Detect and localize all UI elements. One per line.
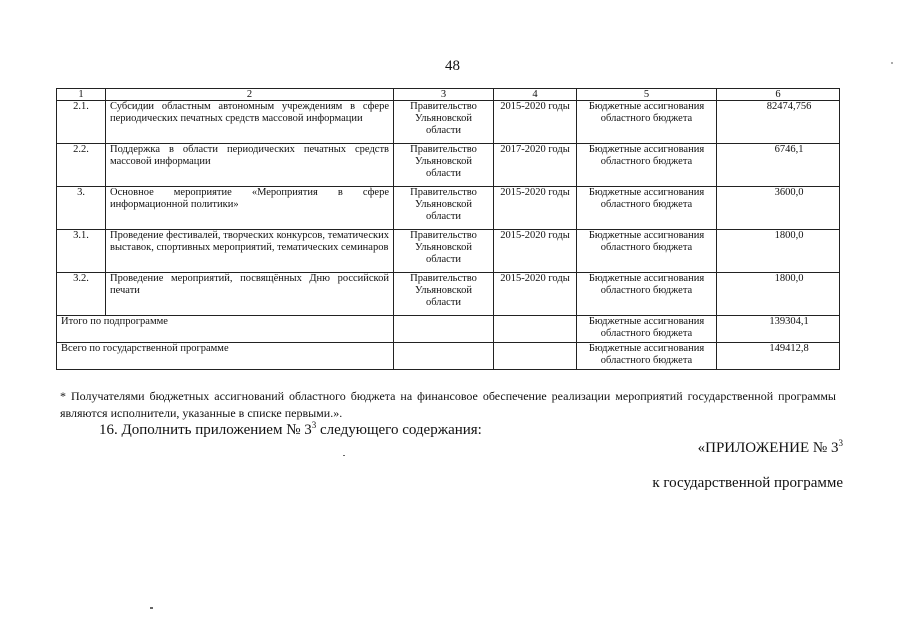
appendix-superscript: 3	[838, 438, 843, 448]
amount: 6746,1	[717, 144, 840, 187]
total-amount: 149412,8	[717, 343, 840, 370]
amount: 82474,756	[717, 101, 840, 144]
activity-name: Субсидии областным автономным учреждениям в сфере периодических печатных средств массовой информации	[106, 101, 394, 144]
table-row	[57, 187, 840, 230]
years: 2015-2020 годы	[494, 101, 577, 144]
column-header: 4	[494, 89, 577, 101]
amount: 1800,0	[717, 273, 840, 316]
activity-name: Проведение фестивалей, творческих конкурсов, тематических выставок, спортивных мероприятий, тематических семинаров	[106, 230, 394, 273]
row-number: 3.	[57, 187, 106, 230]
column-header: 5	[577, 89, 717, 101]
empty-cell	[394, 316, 494, 343]
item-16	[99, 422, 482, 439]
funding-source: Бюджетные ассигнования областного бюджета	[577, 101, 717, 144]
item-16-superscript: 3	[311, 420, 317, 430]
item-16-tail: следующего содержания:	[316, 422, 482, 438]
scan-speck	[343, 455, 345, 456]
column-header: 1	[57, 89, 106, 101]
empty-cell	[494, 343, 577, 370]
empty-cell	[394, 343, 494, 370]
row-number: 3.2.	[57, 273, 106, 316]
row-number: 2.1.	[57, 101, 106, 144]
funding-source: Бюджетные ассигнования областного бюджета	[577, 316, 717, 343]
table-row	[57, 230, 840, 273]
row-number: 2.2.	[57, 144, 106, 187]
total-row	[57, 343, 840, 370]
scan-speck	[150, 607, 153, 609]
table-row	[57, 144, 840, 187]
column-header: 3	[394, 89, 494, 101]
executor: Правительство Ульяновской области	[394, 273, 494, 316]
executor: Правительство Ульяновской области	[394, 187, 494, 230]
amount: 3600,0	[717, 187, 840, 230]
appendix-title-text: «ПРИЛОЖЕНИЕ № 3	[697, 440, 839, 456]
table-header-row	[57, 89, 840, 101]
footnote: * Получателями бюджетных ассигнований областного бюджета на финансовое обеспечение реализации мероприятий государственной программы являются исполнители, указанные в списке первыми.».	[60, 389, 836, 420]
executor: Правительство Ульяновской области	[394, 101, 494, 144]
funding-source: Бюджетные ассигнования областного бюджета	[577, 273, 717, 316]
years: 2015-2020 годы	[494, 187, 577, 230]
appendix-title	[698, 440, 843, 457]
years: 2017-2020 годы	[494, 144, 577, 187]
amount: 1800,0	[717, 230, 840, 273]
row-number: 3.1.	[57, 230, 106, 273]
years: 2015-2020 годы	[494, 230, 577, 273]
funding-source: Бюджетные ассигнования областного бюджета	[577, 187, 717, 230]
executor: Правительство Ульяновской области	[394, 144, 494, 187]
activity-name: Проведение мероприятий, посвящённых Дню российской печати	[106, 273, 394, 316]
appendix-subtitle: к государственной программе	[652, 475, 843, 491]
funding-source: Бюджетные ассигнования областного бюджета	[577, 144, 717, 187]
subtotal-label: Итого по подпрограмме	[57, 316, 394, 343]
activity-name: Поддержка в области периодических печатных средств массовой информации	[106, 144, 394, 187]
subtotal-row	[57, 316, 840, 343]
budget-table	[56, 88, 840, 370]
executor: Правительство Ульяновской области	[394, 230, 494, 273]
empty-cell	[494, 316, 577, 343]
years: 2015-2020 годы	[494, 273, 577, 316]
funding-source: Бюджетные ассигнования областного бюджета	[577, 343, 717, 370]
table-row	[57, 101, 840, 144]
activity-name: Основное мероприятие «Мероприятия в сфере информационной политики»	[106, 187, 394, 230]
page-number: 48	[445, 58, 460, 74]
scan-speck	[891, 62, 893, 64]
column-header: 2	[106, 89, 394, 101]
column-header: 6	[717, 89, 840, 101]
total-label: Всего по государственной программе	[57, 343, 394, 370]
table-row	[57, 273, 840, 316]
funding-source: Бюджетные ассигнования областного бюджета	[577, 230, 717, 273]
item-16-text: 16. Дополнить приложением № 3	[99, 422, 312, 438]
subtotal-amount: 139304,1	[717, 316, 840, 343]
